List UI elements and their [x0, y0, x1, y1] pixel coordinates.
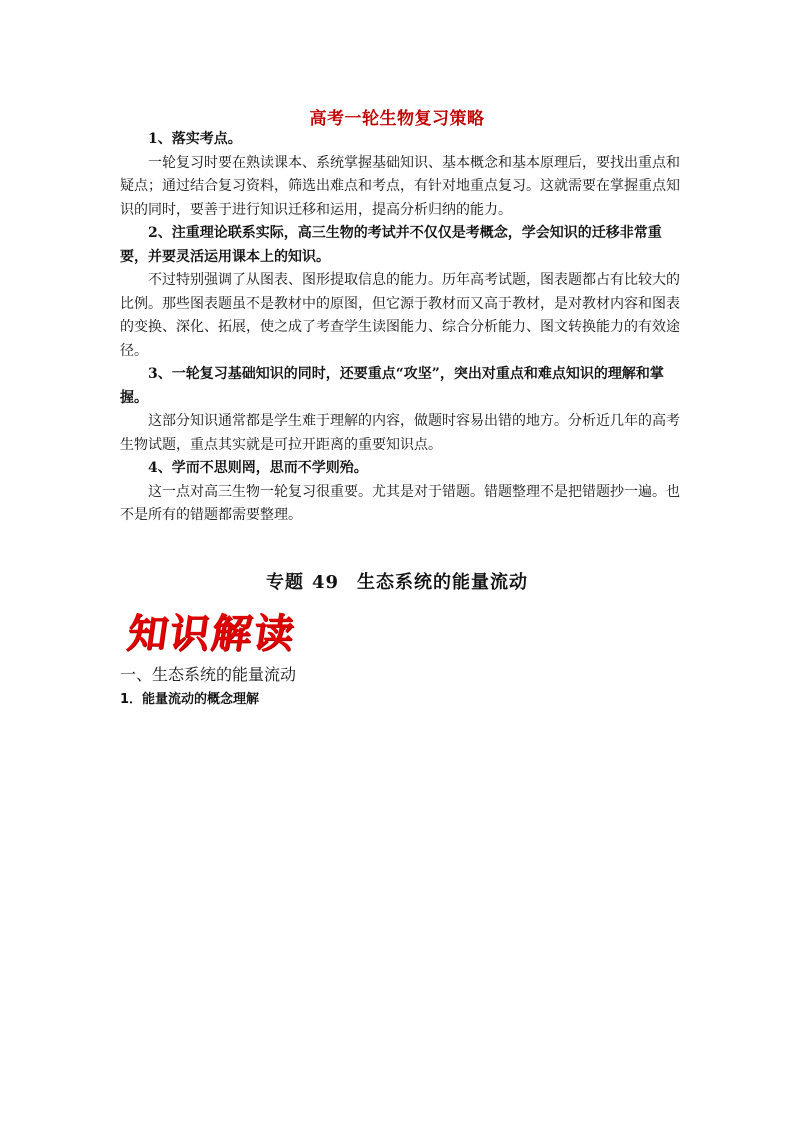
section-title — [0, 568, 794, 594]
point-body-1: 一轮复习时要在熟读课本、系统掌握基础知识、基本概念和基本原理后，要找出重点和疑点；通过结合复习资料，筛选出难点和考点，有针对地重点复习。这就需要在掌握重点知识的同时，要善于进行知识迁移和运用，提高分析归纳的能力。 — [120, 154, 680, 218]
point-heading-3: 3、一轮复习基础知识的同时，还要重点“攻坚”，突出对重点和难点知识的理解和掌握。 — [120, 366, 664, 406]
point-body-2: 不过特别强调了从图表、图形提取信息的能力。历年高考试题，图表题都占有比较大的比例。那些图表题虽不是教材中的原图，但它源于教材而又高于教材，是对教材内容和图表的变换、深化、拓展，使之成了考查学生读图能力、综合分析能力、图文转换能力的有效途径。 — [120, 272, 680, 359]
outline-level1-heading: 一、生态系统的能量流动 — [120, 665, 297, 684]
point-body-4: 这一点对高三生物一轮复习很重要。尤其是对于错题。错题整理不是把错题抄一遍。也不是所有的错题都需要整理。 — [120, 483, 680, 523]
point-heading-2: 2、注重理论联系实际，高三生物的考试并不仅仅是考概念，学会知识的迁移非常重要，并要灵活运用课本上的知识。 — [120, 225, 662, 265]
section-name: 生态系统的能量流动 — [357, 572, 529, 593]
point-heading-4: 4、学而不思则罔，思而不学则殆。 — [148, 460, 368, 476]
point-heading-1: 1、落实考点。 — [148, 131, 242, 147]
knowledge-banner: 知识解读 — [124, 610, 299, 657]
strategy-content — [120, 128, 680, 528]
section-number: 49 — [311, 572, 340, 593]
point-body-3: 这部分知识通常都是学生难于理解的内容，做题时容易出错的地方。分析近几年的高考生物试题，重点其实就是可拉开距离的重要知识点。 — [120, 413, 680, 453]
outline-level2-heading: 1．能量流动的概念理解 — [120, 692, 260, 707]
section-prefix: 专题 — [265, 572, 304, 593]
document-title: 高考一轮生物复习策略 — [309, 109, 485, 129]
